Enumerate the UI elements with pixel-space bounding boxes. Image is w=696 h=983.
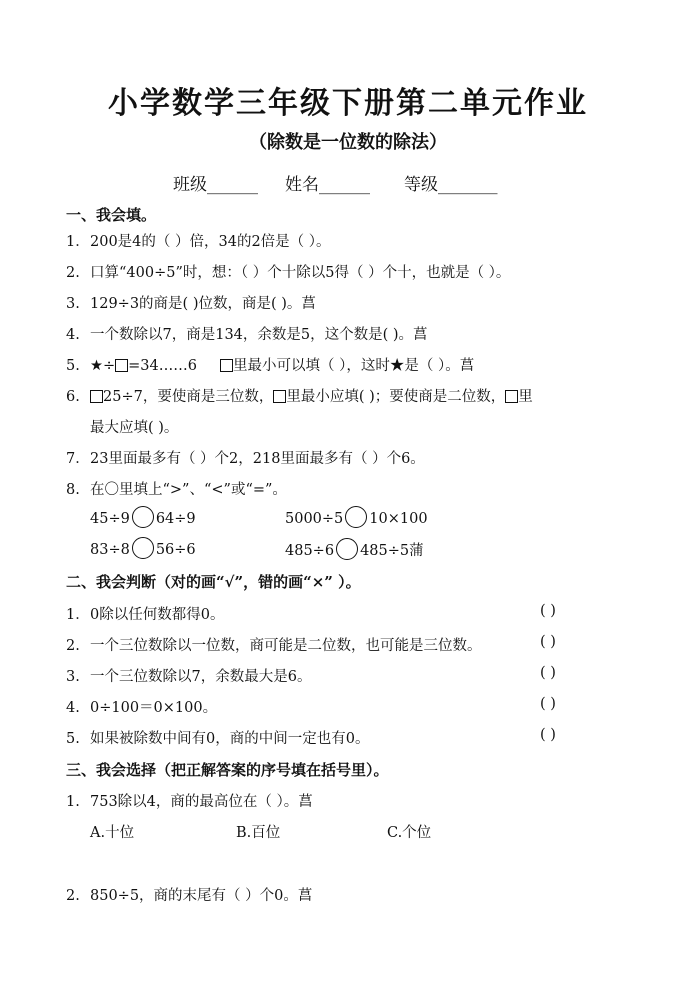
class-field: 班级______ [173, 175, 258, 195]
answer-paren[interactable]: ( ) [540, 665, 556, 681]
fill-question-2: 2. 口算“400÷5”时，想：（ ）个十除以5得（ ）个十，也就是（ ）。 [66, 265, 511, 281]
blank-square-icon [273, 390, 286, 403]
judge-item: 3. 一个三位数除以7，余数最大是6。 [66, 669, 312, 685]
blank-square-icon [220, 359, 233, 372]
compare-circle-icon[interactable] [345, 506, 367, 528]
option-c[interactable]: C.个位 [387, 825, 432, 841]
compare-circle-icon[interactable] [132, 537, 154, 559]
fill-question-5: 5. ★÷ =34……6 里最小可以填（ ），这时★是（ ）。菖 [66, 358, 475, 374]
judge-item: 5. 如果被除数中间有0，商的中间一定也有0。 [66, 731, 370, 747]
compare-circle-icon[interactable] [132, 506, 154, 528]
answer-paren[interactable]: ( ) [540, 727, 556, 743]
fill-question-8: 8. 在〇里填上“>”、“<”或“=”。 [66, 482, 287, 498]
section1-heading: 一、我会填。 [66, 206, 157, 224]
fill-question-3: 3. 129÷3的商是( )位数，商是( )。菖 [66, 296, 316, 312]
option-a[interactable]: A.十位 [90, 825, 135, 841]
blank-square-icon [115, 359, 128, 372]
compare-item: 485÷6 485÷5蒲 [285, 539, 424, 562]
page-title: 小学数学三年级下册第二单元作业 [108, 86, 588, 121]
page-subtitle: （除数是一位数的除法） [249, 132, 447, 153]
fill-question-7: 7．23里面最多有（ ）个2，218里面最多有（ ）个6。 [66, 451, 425, 467]
answer-paren[interactable]: ( ) [540, 634, 556, 650]
answer-paren[interactable]: ( ) [540, 696, 556, 712]
compare-circle-icon[interactable] [336, 538, 358, 560]
compare-item: 83÷8 56÷6 [90, 539, 196, 561]
option-b[interactable]: B.百位 [236, 825, 281, 841]
choice-question-1: 1. 753除以4，商的最高位在（ ）。菖 [66, 794, 313, 810]
fill-question-4: 4. 一个数除以7，商是134，余数是5，这个数是( )。菖 [66, 327, 428, 343]
judge-item: 4. 0÷100＝0×100。 [66, 700, 218, 716]
compare-item: 5000÷5 10×100 [285, 508, 428, 530]
section2-heading: 二、我会判断（对的画“√”，错的画“×” ）。 [66, 573, 361, 591]
answer-paren[interactable]: ( ) [540, 603, 556, 619]
blank-square-icon [90, 390, 103, 403]
section3-heading: 三、我会选择（把正解答案的序号填在括号里）。 [66, 761, 389, 779]
fill-question-6-line2: 最大应填( )。 [90, 420, 179, 436]
fill-question-6: 6. 25÷7，要使商是三位数， 里最小应填( )；要使商是二位数， 里 [66, 389, 533, 405]
grade-field: 等级_______ [404, 175, 498, 195]
judge-item: 2. 一个三位数除以一位数，商可能是二位数，也可能是三位数。 [66, 638, 482, 654]
blank-square-icon [505, 390, 518, 403]
name-field: 姓名______ [285, 175, 370, 195]
compare-item: 45÷9 64÷9 [90, 508, 196, 530]
fill-question-1: 1．200是4的（ ）倍，34的2倍是（ ）。 [66, 234, 331, 250]
judge-item: 1．0除以任何数都得0。 [66, 607, 225, 623]
choice-question-2: 2. 850÷5，商的末尾有（ ）个0。菖 [66, 888, 313, 904]
